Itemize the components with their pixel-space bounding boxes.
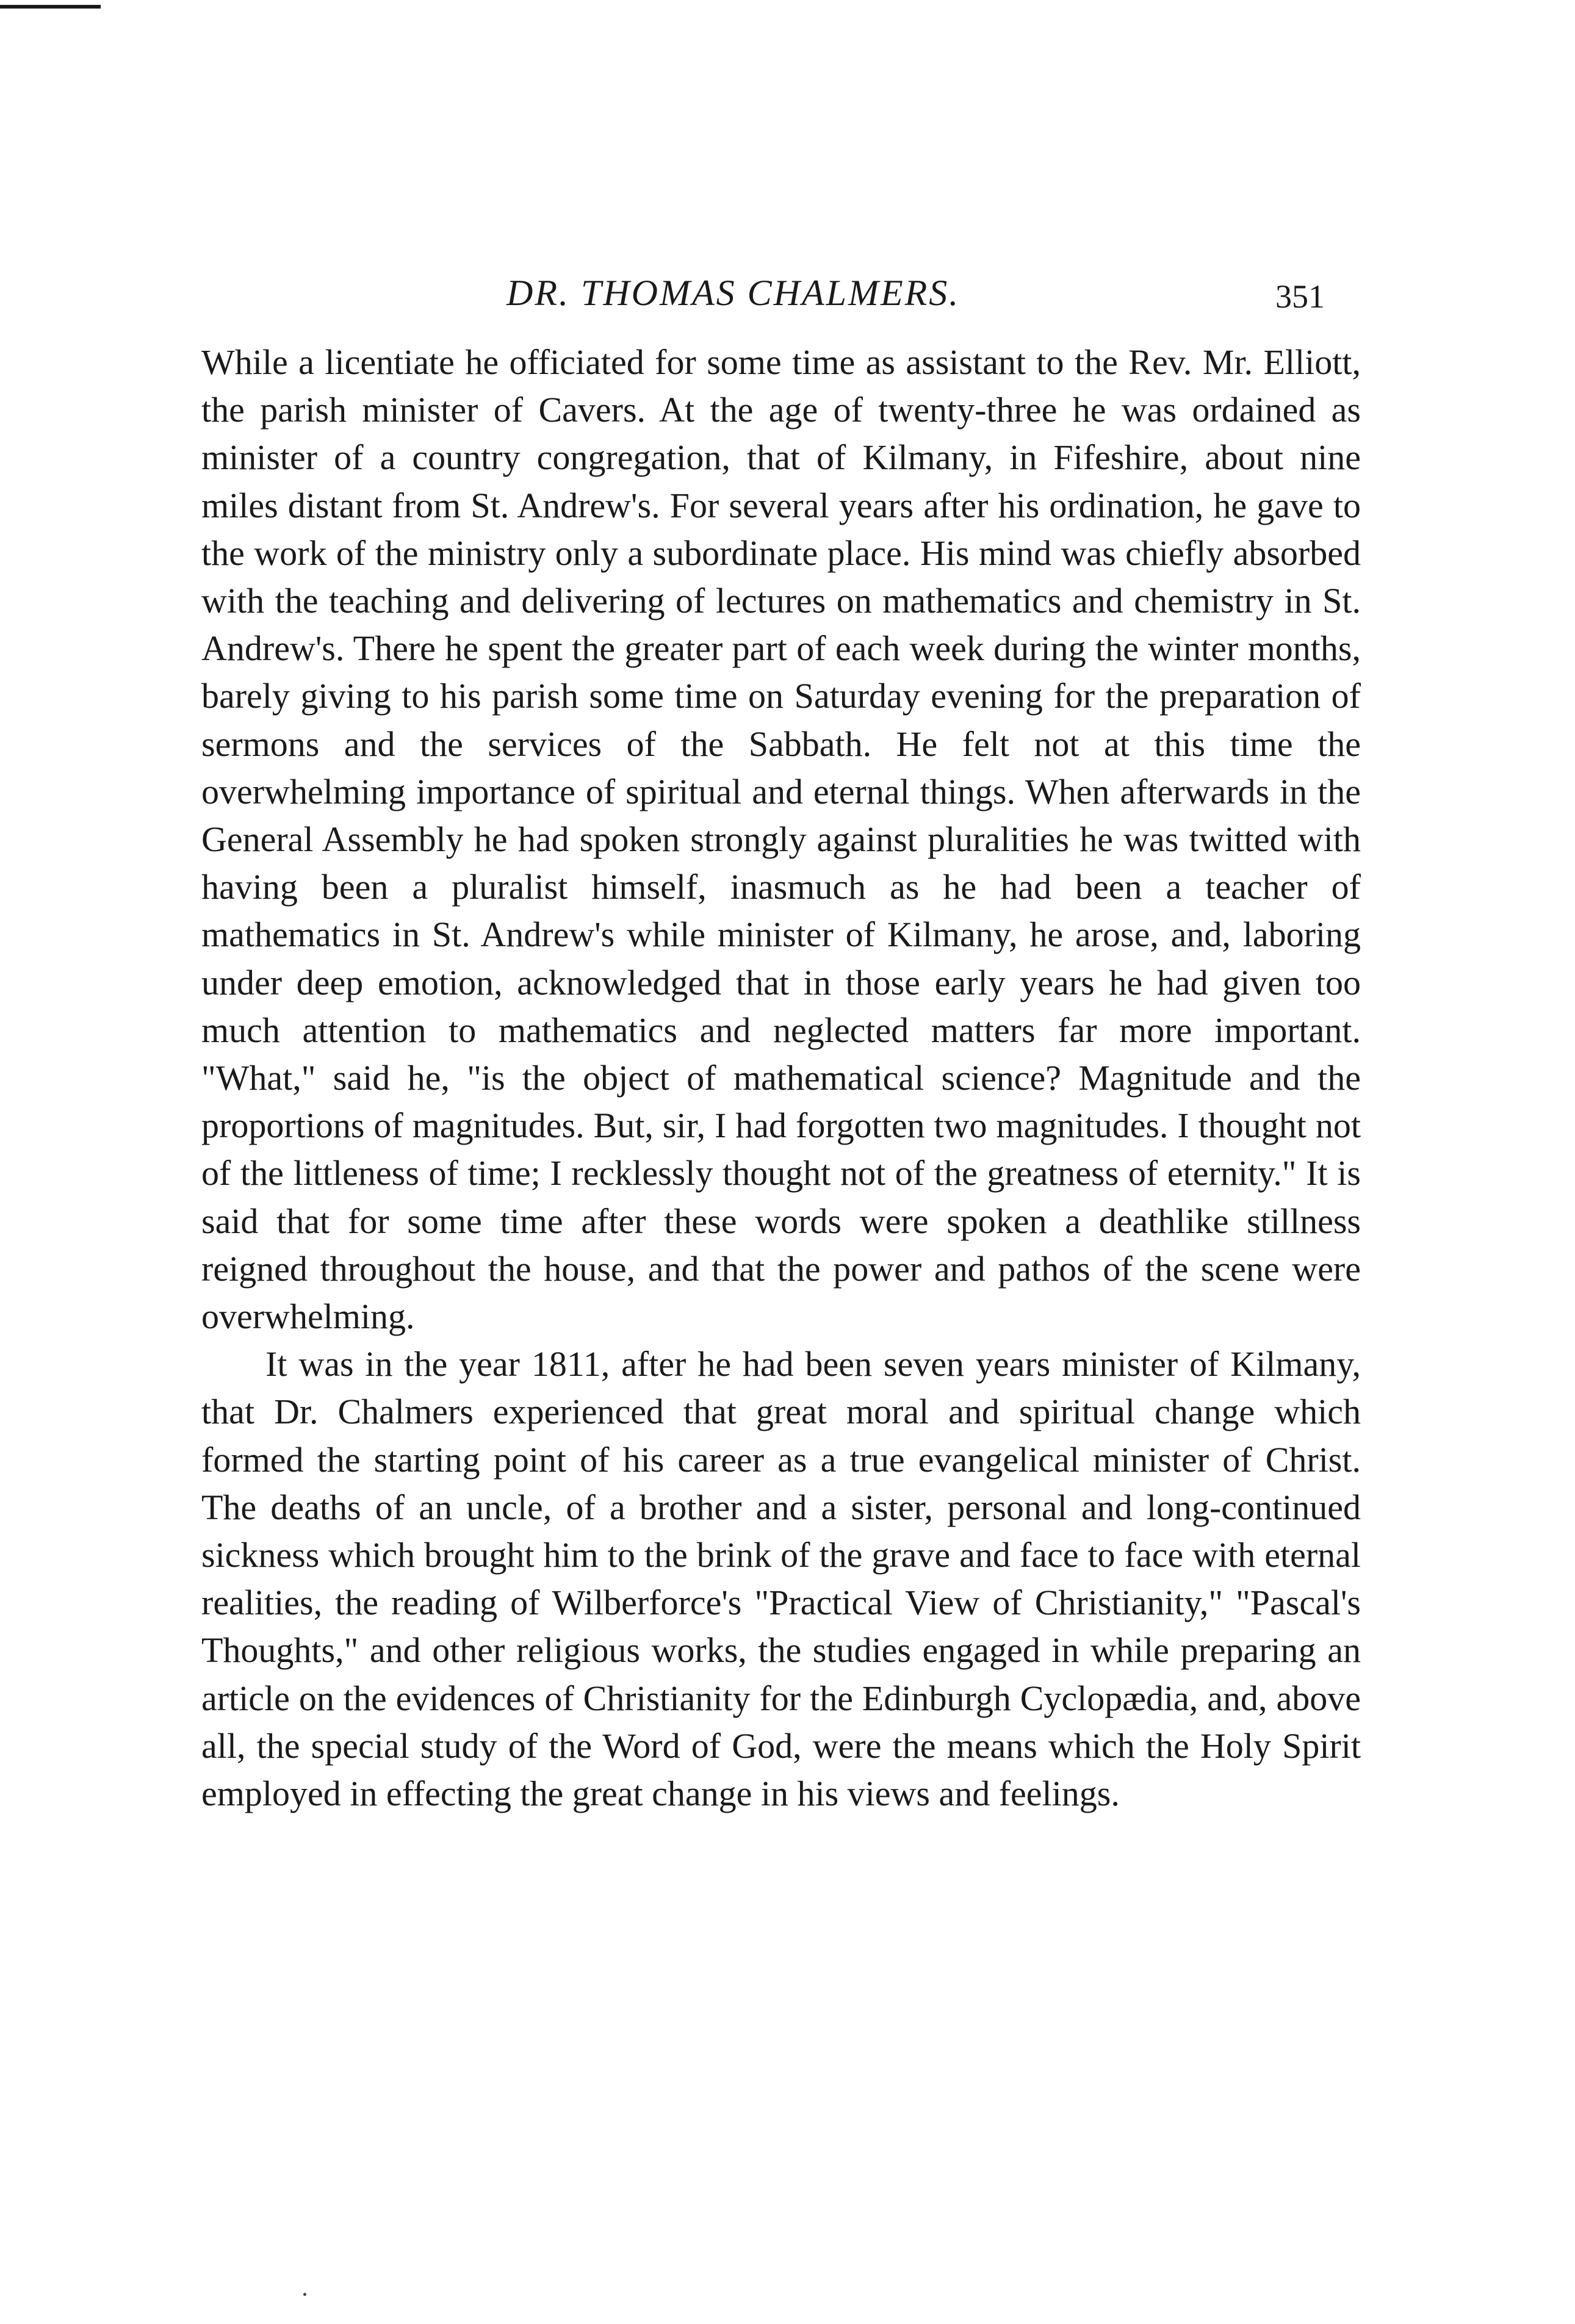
running-title: DR. THOMAS CHALMERS. (506, 273, 960, 313)
page-number: 351 (1275, 278, 1325, 315)
corner-rule (0, 5, 101, 9)
running-head (0, 262, 1575, 323)
body-text (201, 339, 1361, 1818)
stray-ink-mark (303, 2293, 306, 2296)
paragraph-1: While a licentiate he officiated for some time as assistant to the Rev. Mr. Elliott, the parish minister of Cavers. At the age of twenty-three he was ordained as minister of a country congregation, that of Kilmany, in Fifeshire, about nine miles distant from St. Andrew's. For several years after his ordination, he gave to the work of the ministry only a subordinate place. His mind was chiefly absorbed with the teaching and delivering of lectures on mathematics and chemistry in St. Andrew's. There he spent the greater part of each week during the winter months, barely giving to his parish some time on Saturday evening for the preparation of sermons and the services of the Sabbath. He felt not at this time the overwhelming importance of spiritual and eternal things. When afterwards in the General Assembly he had spoken strongly against pluralities he was twitted with having been a pluralist himself, inasmuch as he had been a teacher of mathematics in St. Andrew's while minister of Kilmany, he arose, and, laboring under deep emotion, acknowledged that in those early years he had given too much attention to mathematics and neglected matters far more important. "What," said he, "is the object of mathematical science? Magnitude and the proportions of magnitudes. But, sir, I had forgotten two magnitudes. I thought not of the littleness of time; I recklessly thought not of the greatness of eternity." It is said that for some time after these words were spoken a deathlike stillness reigned throughout the house, and that the power and pathos of the scene were overwhelming. (201, 342, 1361, 1337)
paragraph-2: It was in the year 1811, after he had been seven years minister of Kilmany, that Dr. Chalmers experienced that great moral and spiritual change which formed the starting point of his career as a true evangelical minister of Christ. The deaths of an uncle, of a brother and a sister, personal and long-continued sickness which brought him to the brink of the grave and face to face with eternal realities, the reading of Wilberforce's "Practical View of Christianity," "Pascal's Thoughts," and other religious works, the studies engaged in while preparing an article on the evidences of Christianity for the Edinburgh Cyclopædia, and, above all, the special study of the Word of God, were the means which the Holy Spirit employed in effecting the great change in his views and feelings. (201, 1344, 1361, 1814)
